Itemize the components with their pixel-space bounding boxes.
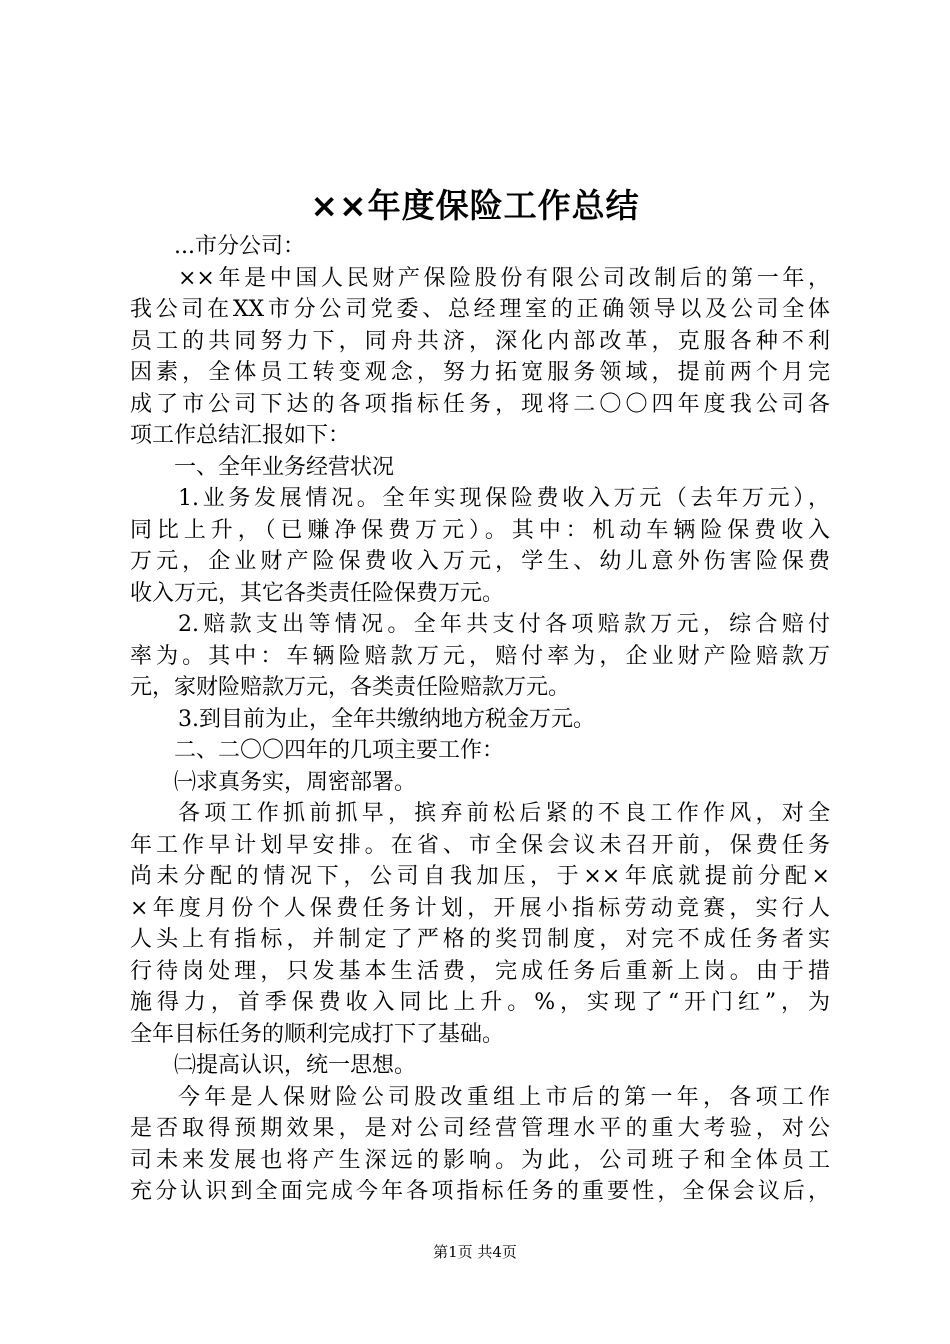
body-line: 司未来发展也将产生深远的影响。为此，公司班子和全体员工 — [130, 1147, 830, 1173]
body-line: 我公司在XX市分公司党委、总经理室的正确领导以及公司全体 — [130, 297, 830, 322]
body-line: 成了市公司下达的各项指标任务，现将二〇〇四年度我公司各 — [130, 391, 830, 417]
body-line: 二、二〇〇四年的几项主要工作： — [174, 738, 505, 763]
body-line: 今年是人保财险公司股改重组上市后的第一年，各项工作 — [178, 1084, 830, 1110]
body-line: 施得力，首季保费收入同比上升。%，实现了“开门红”，为 — [130, 990, 830, 1015]
body-line: 3.到目前为止，全年共缴纳地方税金万元。 — [178, 706, 595, 732]
body-line: 全年目标任务的顺利完成打下了基础。 — [130, 1021, 505, 1047]
body-line: 年工作早计划早安排。在省、市全保会议未召开前，保费任务 — [130, 832, 830, 858]
body-line: 1.业务发展情况。全年实现保险费收入万元（去年万元）， — [178, 486, 830, 511]
body-line: ×年度月份个人保费任务计划，开展小指标劳动竞赛，实行人 — [130, 895, 830, 921]
body-line: 各项工作抓前抓早，摈弃前松后紧的不良工作作风，对全 — [178, 801, 830, 826]
page-footer: 第1页 共4页 — [433, 1243, 517, 1261]
body-line: 人头上有指标，并制定了严格的奖罚制度，对完不成任务者实 — [130, 927, 830, 952]
document-body — [130, 231, 830, 1208]
body-line: ㈠求真务实，周密部署。 — [174, 769, 417, 795]
body-line: 员工的共同努力下，同舟共济，深化内部改革，克服各种不利 — [130, 328, 830, 354]
body-line: 是否取得预期效果，是对公司经营管理水平的重大考验，对公 — [130, 1116, 830, 1141]
document-title: ××年度保险工作总结 — [310, 186, 640, 225]
body-line: ㈡提高认识，统一思想。 — [174, 1053, 417, 1078]
body-line: 充分认识到全面完成今年各项指标任务的重要性，全保会议后， — [130, 1179, 830, 1204]
body-line: ××年是中国人民财产保险股份有限公司改制后的第一年， — [178, 265, 830, 291]
body-line: 2.赔款支出等情况。全年共支付各项赔款万元，综合赔付 — [178, 612, 830, 637]
body-line: 因素，全体员工转变观念，努力拓宽服务领域，提前两个月完 — [130, 360, 830, 385]
body-line: 率为。其中：车辆险赔款万元，赔付率为，企业财产险赔款万 — [130, 643, 830, 669]
body-line: ...市分公司： — [174, 234, 305, 259]
body-line: 尚未分配的情况下，公司自我加压，于××年底就提前分配× — [130, 864, 830, 889]
body-line: 收入万元，其它各类责任险保费万元。 — [130, 580, 505, 606]
body-line: 项工作总结汇报如下： — [130, 423, 351, 448]
body-line: 一、全年业务经营状况 — [174, 454, 395, 480]
body-line: 行待岗处理，只发基本生活费，完成任务后重新上岗。由于措 — [130, 958, 830, 984]
body-line: 同比上升，（已赚净保费万元）。其中：机动车辆险保费收入 — [130, 517, 830, 543]
body-line: 万元，企业财产险保费收入万元，学生、幼儿意外伤害险保费 — [130, 549, 830, 574]
body-line: 元，家财险赔款万元，各类责任险赔款万元。 — [130, 675, 571, 700]
